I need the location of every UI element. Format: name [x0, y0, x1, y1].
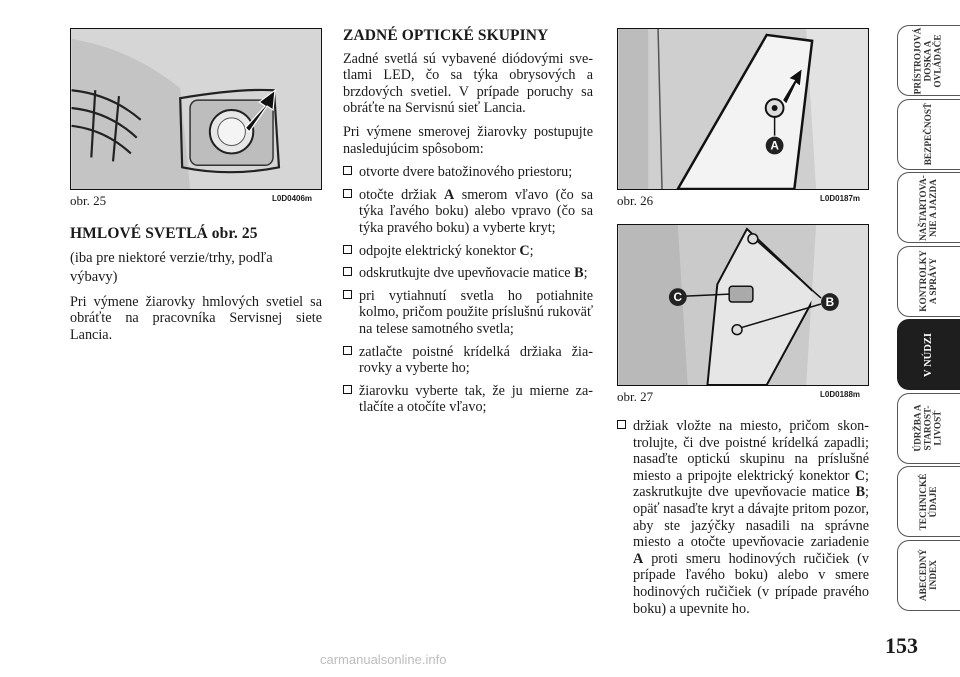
bullet-box — [343, 385, 352, 394]
rear-light-mounts-illustration — [618, 225, 868, 385]
bullet-box — [343, 267, 352, 276]
figure-26-caption: obr. 26 — [617, 193, 654, 208]
left-column — [70, 226, 322, 350]
right-column — [617, 418, 869, 623]
fog-lights-subtitle: (iba pre niektoré verzie/trhy, podľa výbavy) — [70, 249, 273, 285]
step-3: odpojte elektrický konektor C; — [343, 243, 593, 260]
tab-v-nudzi[interactable]: V NÚDZI — [897, 319, 960, 390]
fog-lights-paragraph: Pri výmene žiarovky hmlových svetiel sa obráťte na pracovníka Servisnej siete Lancia. — [70, 293, 322, 343]
tab-abecedny-index[interactable]: ABECEDNÝ INDEX — [897, 540, 960, 611]
callout-b: B — [825, 294, 835, 309]
figure-25-caption: obr. 25 — [70, 193, 107, 208]
figure-25-image — [70, 28, 322, 190]
watermark: carmanualsonline.info — [320, 652, 447, 667]
figure-26-code: L0D0187m — [820, 194, 861, 203]
tab-pristrojova-doska[interactable]: PRÍSTROJOVÁ DOSKA A OVLÁDAČE — [897, 25, 960, 96]
rear-light-cover-illustration — [618, 29, 868, 189]
step-8: držiak vložte na miesto, pričom skontrolujte, či dve poistné krídelká zapadli; nasaďte optickú skupinu na príslušné miesto a pripojte elektrický konektor C; zaskrutkujte dve upevňovacie matice B; opäť nasaďte kryt a dávajte pritom pozor, aby ste jazýčky nasadili na správne miesto a otočte upevňovacie zariadenie A proti smeru hodinových ručičiek (v prípade ľavého boku) alebo v smere hodinových ručičiek (v prípade pravého boku) a upevnite ho. — [617, 418, 869, 617]
fog-light-illustration — [71, 29, 321, 189]
step-4: odskrutkujte dve upevňovacie matice B; — [343, 265, 593, 282]
rear-lights-p2: Pri výmene smerovej žiarovky postupujte nasledujúcim spôsobom: — [343, 123, 593, 157]
rear-lights-p1: Zadné svetlá sú vybavené diódovými svetlami LED, čo sa týka obrysových a brzdových svetiel. V prípade poruchy sa obráťte na Servisnú sieť Lancia. — [343, 50, 593, 117]
step-1: otvorte dvere batožinového priestoru; — [343, 164, 593, 181]
callout-a: A — [770, 138, 779, 153]
tab-technicke-udaje[interactable]: TECHNICKÉ ÚDAJE — [897, 466, 960, 537]
page-number: 153 — [885, 633, 918, 658]
callout-c: C — [673, 290, 683, 305]
figure-27-image — [617, 224, 869, 386]
fog-lights-heading: HMLOVÉ SVETLÁ obr. 25 — [70, 225, 258, 242]
figure-25-code: L0D0406m — [272, 194, 313, 203]
bullet-box — [343, 189, 352, 198]
figure-26-image — [617, 28, 869, 190]
step-6: zatlačte poistné krídelká držiaka žiarovky a vyberte ho; — [343, 344, 593, 377]
bullet-box — [343, 290, 352, 299]
figure-27-caption: obr. 27 — [617, 389, 654, 404]
step-5: pri vytiahnutí svetla ho potiahnite kolmo, pričom použite príslušnú rukoväť na telese samotného svetla; — [343, 288, 593, 338]
bullet-box — [343, 166, 352, 175]
section-tabs — [897, 25, 960, 613]
bullet-box — [343, 346, 352, 355]
tab-kontrolky[interactable]: KONTROLKY A SPRÁVY — [897, 246, 960, 317]
tab-nastartovanie[interactable]: NAŠTARTOVA- NIE A JAZDA — [897, 172, 960, 243]
bullet-box — [343, 245, 352, 254]
step-7: žiarovku vyberte tak, že ju mierne zatlačíte a otočíte vľavo; — [343, 383, 593, 416]
step-2: otočte držiak A smerom vľavo (čo sa týka ľavého boku) alebo vpravo (čo sa týka pravého boku) a vyberte kryt; — [343, 187, 593, 237]
middle-column — [343, 28, 593, 422]
tab-udrzba[interactable]: ÚDRŽBA A STAROST- LIVOSŤ — [897, 393, 960, 464]
tab-bezpecnost[interactable]: BEZPEČNOSŤ — [897, 99, 960, 170]
bullet-box — [617, 420, 626, 429]
figure-27-code: L0D0188m — [820, 390, 861, 399]
rear-lights-heading: ZADNÉ OPTICKÉ SKUPINY — [343, 27, 549, 44]
